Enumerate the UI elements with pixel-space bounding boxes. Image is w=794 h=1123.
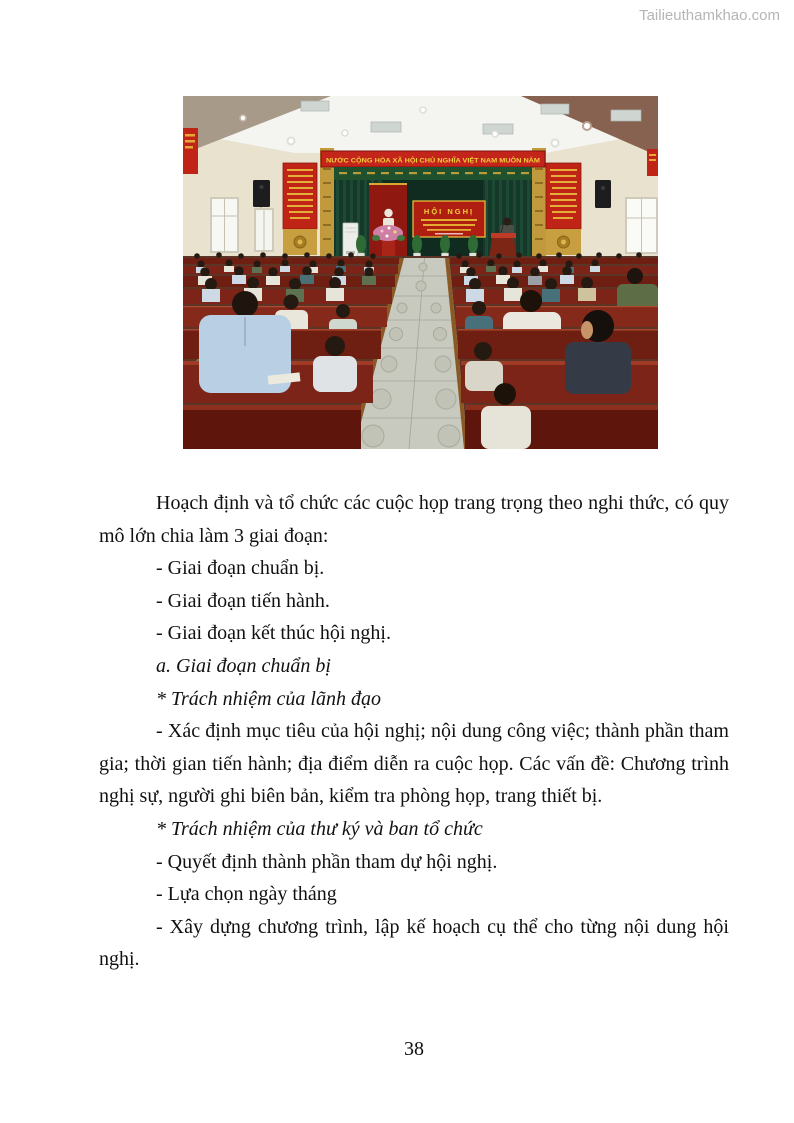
- backdrop-and-bust: [369, 183, 407, 256]
- conference-sign: [413, 201, 485, 237]
- body-text: [99, 487, 729, 976]
- audience: [183, 252, 658, 449]
- body-paragraph-italic: * Trách nhiệm của lãnh đạo: [156, 687, 381, 710]
- body-paragraph: - Giai đoạn kết thúc hội nghị.: [156, 622, 391, 645]
- conference-sign-title: HỘI NGHỊ: [423, 207, 475, 216]
- right-wall-banner: [546, 163, 581, 255]
- podium: [491, 233, 516, 238]
- body-paragraph: - Quyết định thành phần tham dự hội nghị.: [156, 850, 498, 873]
- body-paragraph-italic: * Trách nhiệm của thư ký và ban tổ chức: [156, 817, 483, 840]
- slogan-text: NƯỚC CỘNG HÒA XÃ HỘI CHỦ NGHĨA VIỆT NAM MUÔN NĂM: [326, 158, 503, 165]
- body-paragraph-italic: a. Giai đoạn chuẩn bị: [156, 654, 331, 677]
- left-wall-banner: [283, 163, 317, 255]
- watermark: Tailieuthamkhao.com: [639, 7, 780, 24]
- body-paragraph: - Xác định mục tiêu của hội nghị; nội dung công việc; thành phần tham gia; thời gian tiến hành; địa điểm diễn ra cuộc họp. Các vấn đề: Chương trình nghị sự, người ghi biên bản, kiểm tra phòng họp, trang thiết bị.: [99, 720, 729, 808]
- body-paragraph: - Lựa chọn ngày tháng: [156, 883, 337, 906]
- meeting-hall-photo: [183, 96, 658, 449]
- body-paragraph: - Xây dựng chương trình, lập kế hoạch cụ thể cho từng nội dung hội nghị.: [99, 915, 729, 971]
- body-paragraph: Hoạch định và tổ chức các cuộc họp trang trọng theo nghi thức, có quy mô lớn chia làm 3 giai đoạn:: [99, 492, 729, 547]
- page-number: 38: [404, 1038, 424, 1060]
- body-paragraph: - Giai đoạn chuẩn bị.: [156, 557, 325, 580]
- stage: [320, 148, 546, 261]
- body-paragraph: - Giai đoạn tiến hành.: [156, 589, 330, 612]
